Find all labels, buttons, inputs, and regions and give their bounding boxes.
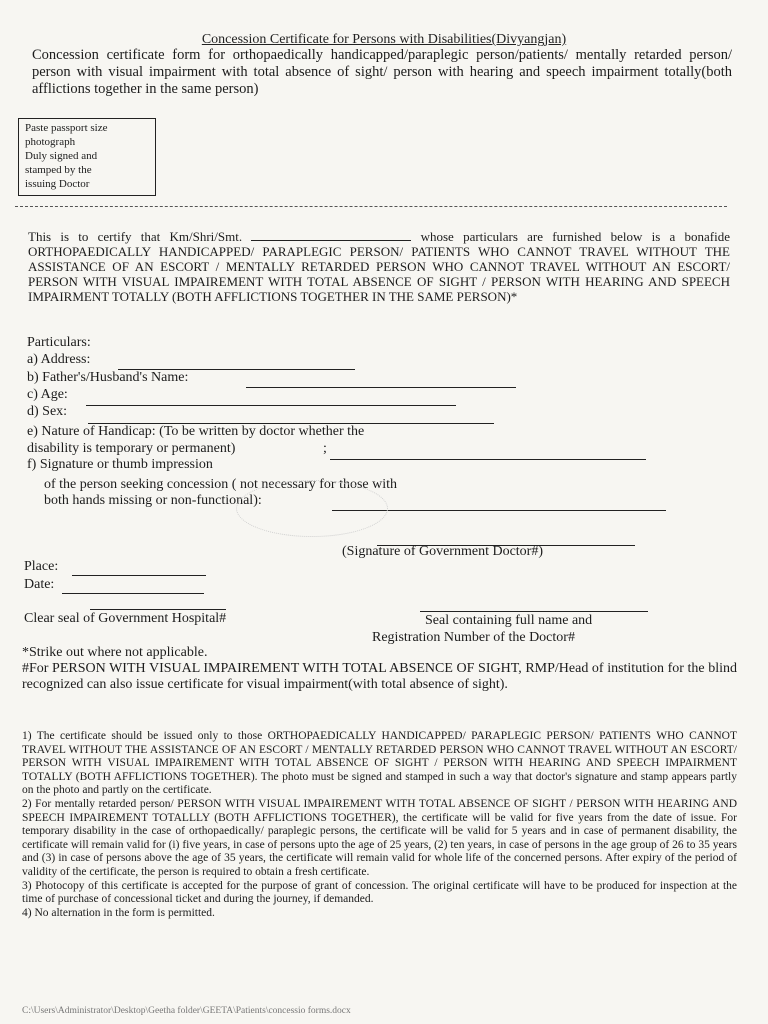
age-line: [86, 405, 456, 406]
instruction-item: 1) The certificate should be issued only to those ORTHOPAEDICALLY HANDICAPPED/ PARAPLEGIC PERSON/ PATIENTS WHO CANNOT TRAVEL WITHOUT THE ASSISTANCE OF AN ESCORT / MENTALLY RETARDED PERSON WHO CANNOT TRAVEL WITHOUT AN ESCORT/ PERSON WITH VISUAL IMPAIREMENT WITH TOTAL ABSENCE OF SIGHT / PERSON WITH HEARING AND SPEECH IMPAIRMENT TOTALLY (BOTH AFFLICTIONS TOGETHER). The photo must be signed and stamped in such a way that doctor's signature and stamp appears partly on the photo and partly on the certificate.: [22, 730, 737, 797]
section-divider: [15, 206, 727, 207]
nature-of-handicap-label-cont: disability is temporary or permanent): [27, 441, 236, 456]
doctor-signature-label: (Signature of Government Doctor#): [342, 544, 543, 559]
semicolon: ;: [323, 441, 327, 456]
date-label: Date:: [24, 577, 55, 592]
photo-placeholder-box: [18, 118, 156, 196]
photo-box-line: issuing Doctor: [25, 178, 90, 190]
strike-note: *Strike out where not applicable.: [22, 645, 208, 660]
date-line: [62, 593, 204, 594]
footnotes: [22, 645, 737, 693]
hash-note: #For PERSON WITH VISUAL IMPAIREMENT WITH TOTAL ABSENCE OF SIGHT, RMP/Head of institution for the blind recognized can also issue certificate for visual impairment(with total absence of sight).: [22, 661, 737, 692]
file-path-footer: C:\Users\Administrator\Desktop\Geetha folder\GEETA\Patients\concessio forms.docx: [22, 1006, 351, 1016]
intro-paragraph: Concession certificate form for orthopaedically handicapped/paraplegic person/patients/ mentally retarded person/ person with visual impairment with total absence of sight/ person with hearing and speech impairment totally(both afflictions together in the same person): [32, 47, 732, 97]
certify-paragraph: [28, 228, 730, 304]
photo-box-line: photograph: [25, 136, 76, 148]
photo-box-line: Paste passport size: [25, 122, 108, 134]
place-label: Place:: [24, 559, 59, 574]
nature-of-handicap-line: [330, 459, 646, 460]
instructions: [22, 730, 737, 920]
instruction-item: 3) Photocopy of this certificate is accepted for the purpose of grant of concession. The original certificate will have to be produced for inspection at the time of purchase of concessional ticket and during the journey, if demanded.: [22, 879, 737, 906]
signature-label-cont2: both hands missing or non-functional):: [44, 493, 262, 508]
age-label: c) Age:: [27, 387, 68, 402]
doctor-seal-label-1: Seal containing full name and: [425, 613, 593, 628]
signature-label: f) Signature or thumb impression: [27, 457, 213, 472]
address-label: a) Address:: [27, 352, 91, 367]
doctor-seal-line: [420, 611, 648, 612]
certify-rest: whose particulars are furnished below is a bonafide ORTHOPAEDICALLY HANDICAPPED/ PARAPLEGIC PERSON/ PATIENTS WHO CANNOT TRAVEL WITHOUT THE ASSISTANCE OF AN ESCORT / MENTALLY RETARDED PERSON WHO CANNOT TRAVEL WITHOUT AN ESCORT/ PERSON WITH VISUAL IMPAIREMENT WITH TOTAL ABSENCE OF SIGHT / PERSON WITH HEARING AND SPEECH IMPAIRMENT TOTALLY (BOTH AFFLICTIONS TOGETHER IN THE SAME PERSON)*: [28, 229, 731, 304]
sex-label: d) Sex:: [27, 404, 68, 419]
instruction-item: 2) For mentally retarded person/ PERSON WITH VISUAL IMPAIREMENT WITH TOTAL ABSENCE OF SIGHT / PERSON WITH HEARING AND SPEECH IMPAIREMENT TOTALLLY (BOTH AFFLICTIONS TOGETHER), the certificate will be valid for five years from the date of issue. For temporary disability in the case of orthopaedically/ paraplegic persons, the certificate will be valid for 5 years and in case of permanent disability, the certificate will remain valid for (i) five years, in case of persons upto the age of 25 years, (2) ten years, in case of persons in the age group of 26 to 35 years and (3) in case of persons above the age of 35 years, the certificate will remain valid for whole life of the concerned persons. After expiry of the period of validity of the certificate, the person is required to obtain a fresh certificate.: [22, 797, 737, 878]
father-husband-name-label: b) Father's/Husband's Name:: [27, 370, 189, 385]
hospital-seal-label: Clear seal of Government Hospital#: [24, 611, 227, 626]
document-title: Concession Certificate for Persons with Disabilities(Divyangjan): [201, 32, 567, 47]
father-husband-name-line: [246, 387, 516, 388]
place-line: [72, 575, 206, 576]
photo-box-line: stamped by the: [25, 164, 92, 176]
instruction-item: 4) No alternation in the form is permitted.: [22, 906, 215, 919]
doctor-seal-label-2: Registration Number of the Doctor#: [372, 630, 575, 645]
faint-stamp-impression: [236, 480, 388, 537]
certify-lead: This is to certify that Km/Shri/Smt.: [28, 229, 243, 244]
nature-of-handicap-label: e) Nature of Handicap: (To be written by doctor whether the: [27, 424, 365, 439]
signature-label-cont: of the person seeking concession ( not necessary for those with: [44, 477, 398, 492]
hospital-seal-line: [90, 609, 226, 610]
particulars-heading: Particulars:: [27, 335, 91, 350]
name-blank: [251, 228, 411, 241]
photo-box-line: Duly signed and: [25, 150, 98, 162]
